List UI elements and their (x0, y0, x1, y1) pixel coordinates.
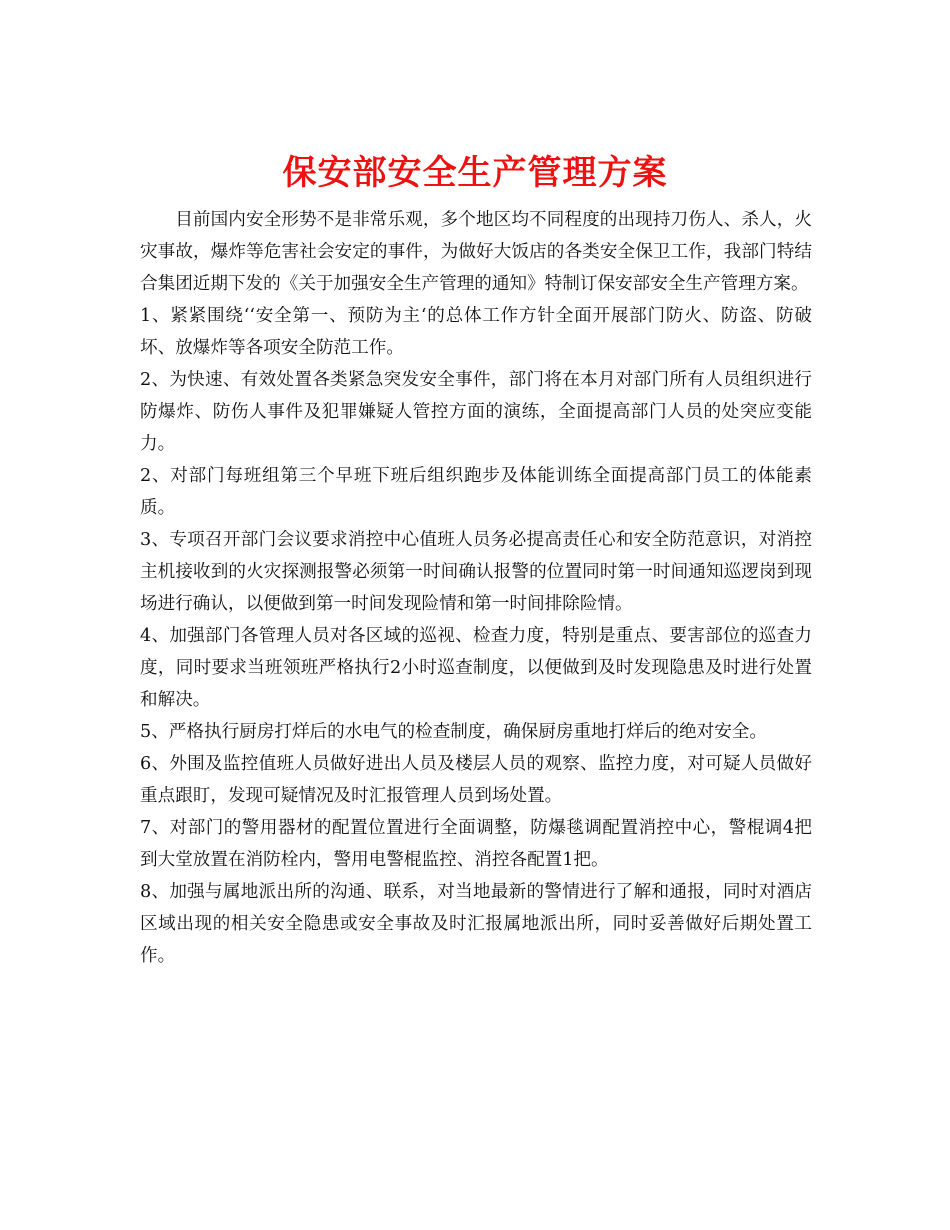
document-title: 保安部安全生产管理方案 (282, 152, 668, 193)
list-item: 6、外围及监控值班人员做好进出人员及楼层人员的观察、监控力度，对可疑人员做好重点跟盯，发现可疑情况及时汇报管理人员到场处置。 (140, 754, 812, 806)
list-item: 3、专项召开部门会议要求消控中心值班人员务必提高责任心和安全防范意识，对消控主机接收到的火灾探测报警必须第一时间确认报警的位置同时第一时间通知巡逻岗到现场进行确认，以便做到第一时间发现险情和第一时间排除险情。 (140, 530, 812, 614)
list-item: 1、紧紧围绕‘‘安全第一、预防为主‘的总体工作方针全面开展部门防火、防盗、防破坏、放爆炸等各项安全防范工作。 (140, 306, 812, 358)
list-item: 2、为快速、有效处置各类紧急突发安全事件，部门将在本月对部门所有人员组织进行防爆炸、防伤人事件及犯罪嫌疑人管控方面的演练，全面提高部门人员的处突应变能力。 (140, 370, 812, 454)
list-item: 4、加强部门各管理人员对各区域的巡视、检查力度，特别是重点、要害部位的巡查力度，同时要求当班领班严格执行2小时巡查制度，以便做到及时发现隐患及时进行处置和解决。 (140, 626, 812, 710)
intro-paragraph: 目前国内安全形势不是非常乐观，多个地区均不同程度的出现持刀伤人、杀人，火灾事故，爆炸等危害社会安定的事件，为做好大饭店的各类安全保卫工作，我部门特结合集团近期下发的《关于加强安全生产管理的通知》特制订保安部安全生产管理方案。 (140, 210, 812, 294)
list-item: 7、对部门的警用器材的配置位置进行全面调整，防爆毯调配置消控中心，警棍调4把到大堂放置在消防栓内，警用电警棍监控、消控各配置1把。 (140, 818, 812, 870)
list-item: 8、加强与属地派出所的沟通、联系，对当地最新的警情进行了解和通报，同时对酒店区域出现的相关安全隐患或安全事故及时汇报属地派出所，同时妥善做好后期处置工作。 (140, 882, 812, 966)
document-body (140, 204, 812, 972)
list-item: 2、对部门每班组第三个早班下班后组织跑步及体能训练全面提高部门员工的体能素质。 (140, 466, 812, 518)
list-item: 5、严格执行厨房打烊后的水电气的检查制度，确保厨房重地打烊后的绝对安全。 (140, 722, 767, 742)
